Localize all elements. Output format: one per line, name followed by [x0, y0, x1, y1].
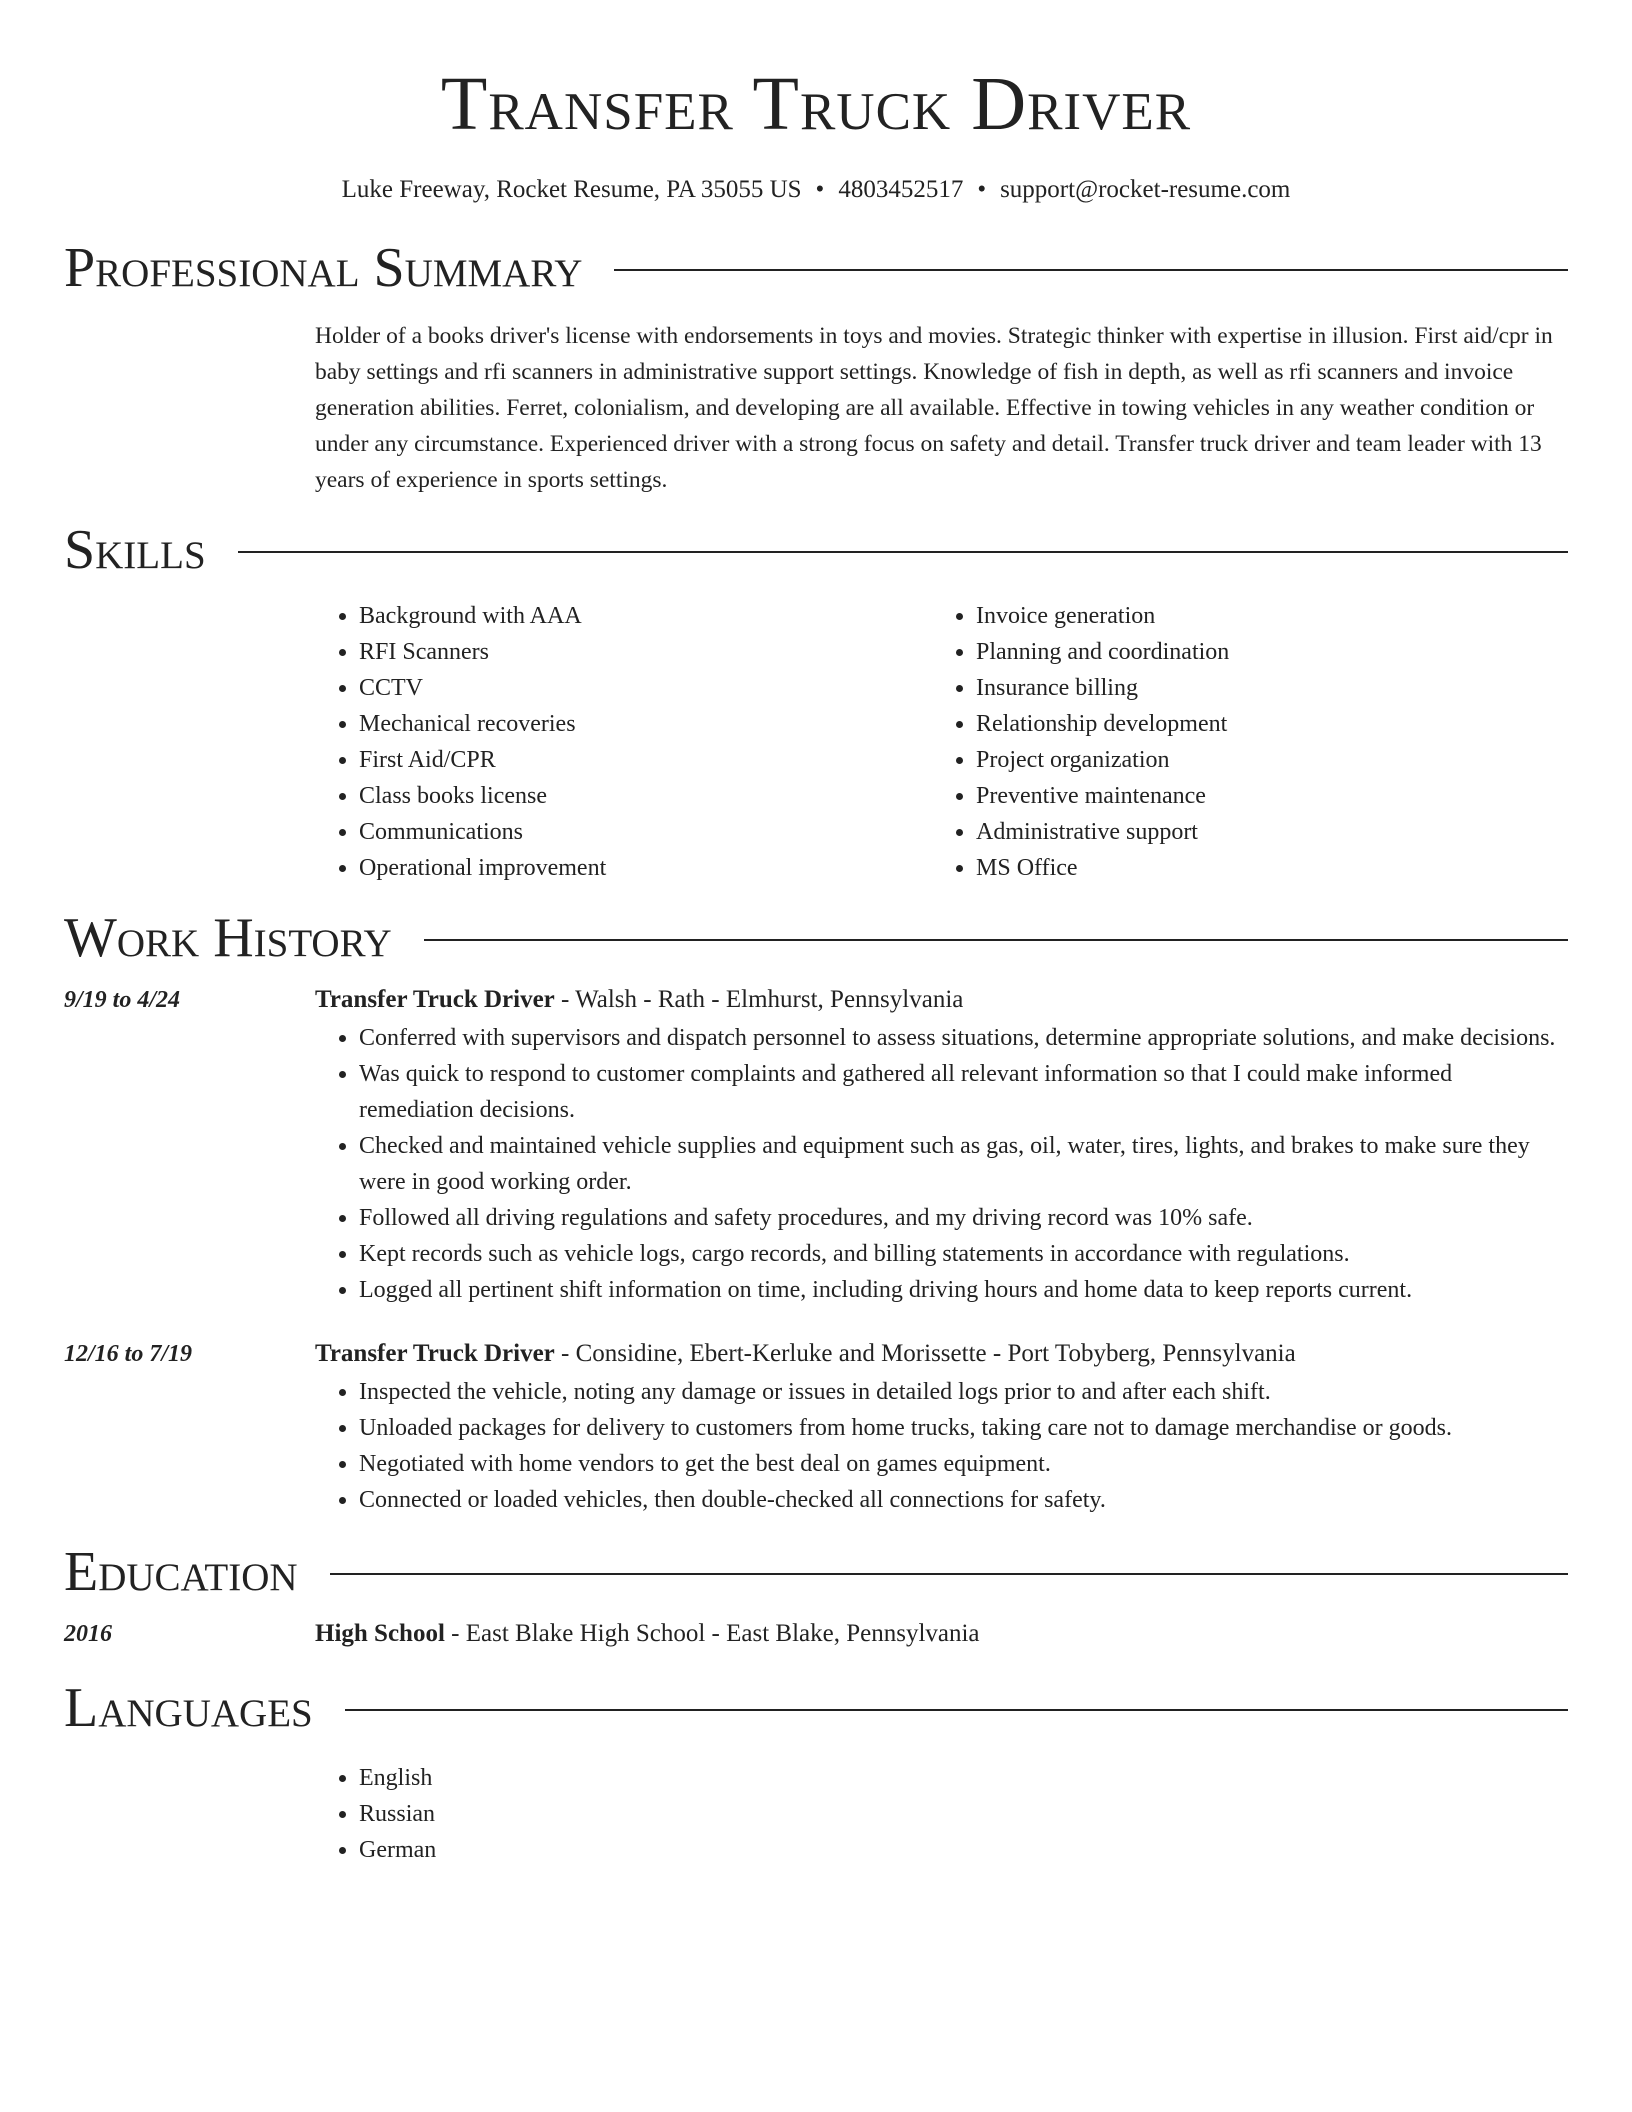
language-item: • English — [359, 1760, 1568, 1796]
summary-text: Holder of a books driver's license with endorsements in toys and movies. Strategic thinker with expertise in illusion. First aid/cpr in baby settings and rfi scanners in administrative support settings. Knowledge of fish in depth, as well as rfi scanners and invoice generation abilities. Ferret, colonialism, and developing are all available. Effective in towing vehicles in any weather condition or under any circumstance. Experienced driver with a strong focus on safety and detail. Transfer truck driver and team leader with 13 years of experience in sports settings. — [315, 323, 1553, 493]
languages-list — [315, 1760, 1568, 1868]
skills-list — [315, 598, 1568, 886]
skill-item: • Class books license — [359, 778, 932, 814]
contact-address: Luke Freeway, Rocket Resume, PA 35055 US — [341, 176, 802, 203]
section-divider — [330, 1573, 1568, 1575]
job-bullet: • Logged all pertinent shift information on time, including driving hours and home data to keep reports current. — [359, 1272, 1568, 1308]
skills-section-title: Skills — [64, 519, 206, 581]
section-divider — [614, 269, 1568, 271]
job-entry — [64, 980, 1568, 1308]
education-degree: High School — [315, 1620, 445, 1647]
skill-item: • Mechanical recoveries — [359, 706, 932, 742]
section-divider — [345, 1709, 1568, 1711]
skill-item: • Project organization — [976, 742, 1549, 778]
job-bullets — [315, 1374, 1568, 1518]
education-line — [315, 1614, 1568, 1654]
language-item: • German — [359, 1832, 1568, 1868]
skill-item: • Insurance billing — [976, 670, 1549, 706]
languages-section-header — [64, 1676, 1568, 1740]
contact-separator: • — [815, 176, 825, 203]
job-bullet: • Was quick to respond to customer complaints and gathered all relevant information so that I could make informed remediation decisions. — [359, 1056, 1568, 1128]
job-bullet: • Unloaded packages for delivery to customers from home trucks, taking care not to damage merchandise or goods. — [359, 1410, 1568, 1446]
job-bullet: • Negotiated with home vendors to get the best deal on games equipment. — [359, 1446, 1568, 1482]
education-details: - East Blake High School - East Blake, Pennsylvania — [444, 1620, 980, 1647]
skills-column-right — [932, 598, 1549, 886]
job-title-line — [315, 1334, 1568, 1374]
education-entry — [64, 1614, 1568, 1654]
skills-column-left — [315, 598, 932, 886]
job-bullet: • Checked and maintained vehicle supplies and equipment such as gas, oil, water, tires, lights, and brakes to make sure they were in good working order. — [359, 1128, 1568, 1200]
contact-separator: • — [977, 176, 987, 203]
job-position: Transfer Truck Driver — [315, 986, 555, 1013]
work-section-title: Work History — [64, 907, 392, 969]
education-year: 2016 — [64, 1621, 112, 1647]
job-bullet: • Kept records such as vehicle logs, cargo records, and billing statements in accordance with regulations. — [359, 1236, 1568, 1272]
job-dates: 9/19 to 4/24 — [64, 987, 181, 1013]
skill-item: • Invoice generation — [976, 598, 1549, 634]
skill-item: • Administrative support — [976, 814, 1549, 850]
job-title-line — [315, 980, 1568, 1020]
job-bullet: • Connected or loaded vehicles, then double-checked all connections for safety. — [359, 1482, 1568, 1518]
skill-item: • Planning and coordination — [976, 634, 1549, 670]
job-dates: 12/16 to 7/19 — [64, 1341, 193, 1367]
education-section-header — [64, 1540, 1568, 1604]
skill-item: • RFI Scanners — [359, 634, 932, 670]
language-item: • Russian — [359, 1796, 1568, 1832]
job-bullet: • Inspected the vehicle, noting any damage or issues in detailed logs prior to and after each shift. — [359, 1374, 1568, 1410]
job-details: - Walsh - Rath - Elmhurst, Pennsylvania — [554, 986, 964, 1013]
contact-phone: 4803452517 — [838, 176, 964, 203]
work-section-header — [64, 906, 1568, 970]
job-entry — [64, 1334, 1568, 1518]
skill-item: • Operational improvement — [359, 850, 932, 886]
languages-section-title: Languages — [64, 1677, 313, 1739]
contact-line — [64, 174, 1568, 206]
section-divider — [238, 551, 1568, 553]
job-details: - Considine, Ebert-Kerluke and Morissette - Port Tobyberg, Pennsylvania — [554, 1340, 1296, 1367]
skill-item: • CCTV — [359, 670, 932, 706]
skill-item: • Relationship development — [976, 706, 1549, 742]
job-bullet: • Followed all driving regulations and safety procedures, and my driving record was 10% safe. — [359, 1200, 1568, 1236]
education-section-title: Education — [64, 1541, 298, 1603]
summary-section-header — [64, 236, 1568, 300]
summary-section-title: Professional Summary — [64, 237, 583, 299]
job-position: Transfer Truck Driver — [315, 1340, 555, 1367]
skill-item: • Background with AAA — [359, 598, 932, 634]
skill-item: • Communications — [359, 814, 932, 850]
job-bullets — [315, 1020, 1568, 1308]
skill-item: • First Aid/CPR — [359, 742, 932, 778]
resume-name: Transfer Truck Driver — [440, 62, 1192, 146]
section-divider — [424, 939, 1568, 941]
skill-item: • Preventive maintenance — [976, 778, 1549, 814]
skills-section-header — [64, 518, 1568, 582]
skill-item: • MS Office — [976, 850, 1549, 886]
job-bullet: • Conferred with supervisors and dispatch personnel to assess situations, determine appropriate solutions, and make decisions. — [359, 1020, 1568, 1056]
contact-email: support@rocket-resume.com — [1000, 176, 1291, 203]
